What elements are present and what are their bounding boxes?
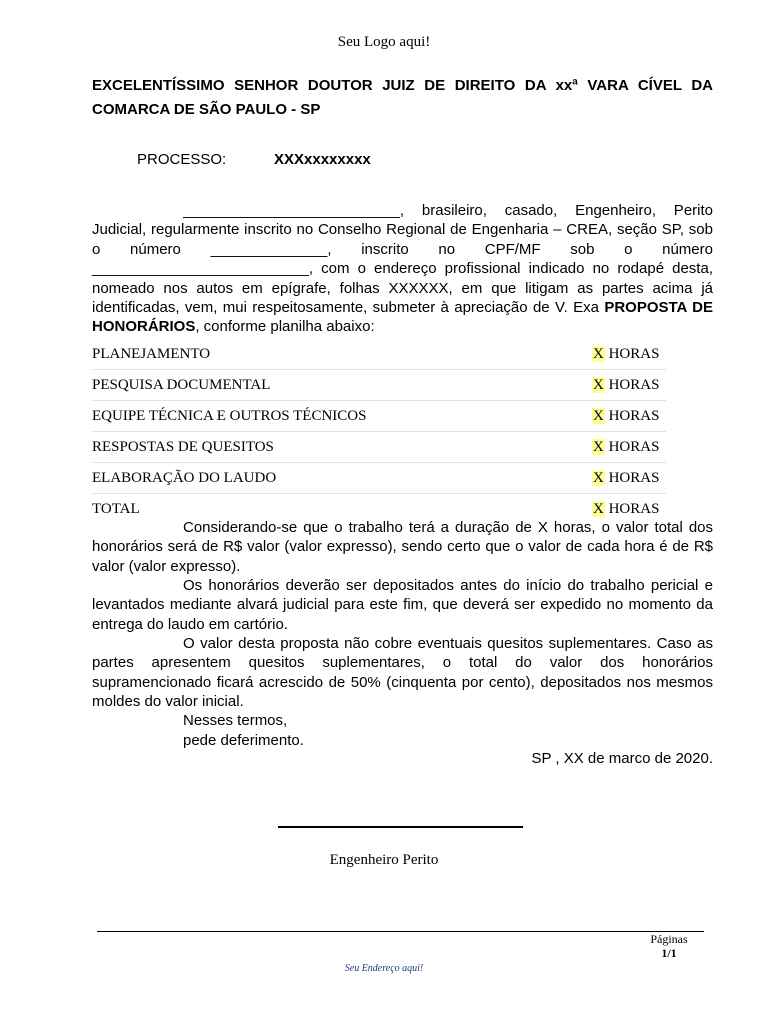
page-counter <box>640 932 698 960</box>
fee-row <box>92 463 666 494</box>
fee-hours <box>592 463 666 494</box>
fee-item: RESPOSTAS DE QUESITOS <box>92 432 592 463</box>
hours-quantity-highlight: X <box>593 500 604 517</box>
hours-quantity-highlight: X <box>593 345 604 362</box>
signature-line <box>278 826 523 828</box>
fee-row <box>92 339 666 370</box>
fee-item: TOTAL <box>92 500 140 517</box>
closing-line-2: pede deferimento. <box>183 732 304 749</box>
hours-quantity-highlight: X <box>593 438 604 455</box>
duration-paragraph <box>92 518 713 576</box>
logo-placeholder: Seu Logo aqui! <box>337 34 431 50</box>
cpf-blank: __________________________ <box>92 260 309 278</box>
fee-item: EQUIPE TÉCNICA E OUTROS TÉCNICOS <box>92 401 592 432</box>
signature-name: Engenheiro Perito <box>329 852 439 868</box>
hours-unit: HORAS <box>604 345 660 362</box>
fee-hours <box>592 432 666 463</box>
pages-label: Páginas <box>650 932 688 946</box>
addressee-heading <box>92 74 713 122</box>
closing-line-1: Nesses termos, <box>183 712 288 729</box>
hours-unit: HORAS <box>604 469 660 486</box>
addressee-line-1: EXCELENTÍSSIMO SENHOR DOUTOR JUIZ DE DIREITO DA xxª VARA CÍVEL DA <box>92 77 713 94</box>
intro-text-4: , conforme planilha abaixo: <box>195 318 375 336</box>
fee-row <box>92 401 666 432</box>
date-line: SP , XX de marco de 2020. <box>531 750 713 767</box>
process-number: XXXxxxxxxxx <box>274 151 371 168</box>
name-blank: __________________________ <box>183 202 400 219</box>
deposit-paragraph <box>92 576 713 634</box>
intro-text-1: , brasileiro, casado, Engenheiro, Perito Judicial, regularmente inscrito no Conselho Regional de Engenharia – CREA, seção SP, sob o número <box>92 202 713 258</box>
intro-text-2: , inscrito no CPF/MF sob o número <box>327 240 713 258</box>
fee-item: PESQUISA DOCUMENTAL <box>92 370 592 401</box>
footer-divider <box>97 931 704 932</box>
hours-quantity-highlight: X <box>593 469 604 486</box>
crea-number-blank: ______________ <box>210 240 328 258</box>
fee-hours <box>592 370 666 401</box>
hours-unit: HORAS <box>604 376 660 393</box>
process-label: PROCESSO: <box>137 151 227 168</box>
hours-quantity-highlight: X <box>593 376 604 393</box>
fee-table <box>92 339 666 524</box>
pages-value: 1/1 <box>661 946 677 960</box>
hours-unit: HORAS <box>604 500 660 517</box>
duration-text: Considerando-se que o trabalho terá a duração de X horas, o valor total dos honorários será de R$ valor (valor expresso), sendo certo que o valor de cada hora é de R$ valor (valor expresso). <box>92 519 713 575</box>
hours-unit: HORAS <box>604 438 660 455</box>
fee-hours <box>592 339 666 370</box>
supplementary-text: O valor desta proposta não cobre eventuais quesitos suplementares. Caso as partes apresentem quesitos suplementares, o total do valor dos honorários supramencionado ficará acrescido de 50% (cinquenta por cento), depositados nos mesmos moldes do valor inicial. <box>92 635 713 711</box>
fee-item: ELABORAÇÃO DO LAUDO <box>92 463 592 494</box>
fee-row <box>92 432 666 463</box>
intro-text-3: , com o endereço profissional indicado no rodapé desta, nomeado nos autos em epígrafe, folhas XXXXXX, em que litigam as partes acima já identificadas, vem, mui respeitosamente, submeter à apreciação de V. Exa <box>92 260 713 317</box>
hours-quantity-highlight: X <box>593 407 604 424</box>
intro-paragraph <box>92 201 713 337</box>
fee-item: PLANEJAMENTO <box>92 339 592 370</box>
deposit-text: Os honorários deverão ser depositados antes do início do trabalho pericial e levantados mediante alvará judicial para este fim, que deverá ser expedido no momento da entrega do laudo em cartório. <box>92 577 713 633</box>
supplementary-paragraph <box>92 634 713 712</box>
fee-hours <box>592 401 666 432</box>
proposal-title: PROPOSTA DE HONORÁRIOS <box>92 299 714 336</box>
footer-address: Seu Endereço aqui! <box>344 963 424 974</box>
hours-unit: HORAS <box>604 407 660 424</box>
fee-row <box>92 370 666 401</box>
addressee-line-2: COMARCA DE SÃO PAULO - SP <box>92 101 321 118</box>
